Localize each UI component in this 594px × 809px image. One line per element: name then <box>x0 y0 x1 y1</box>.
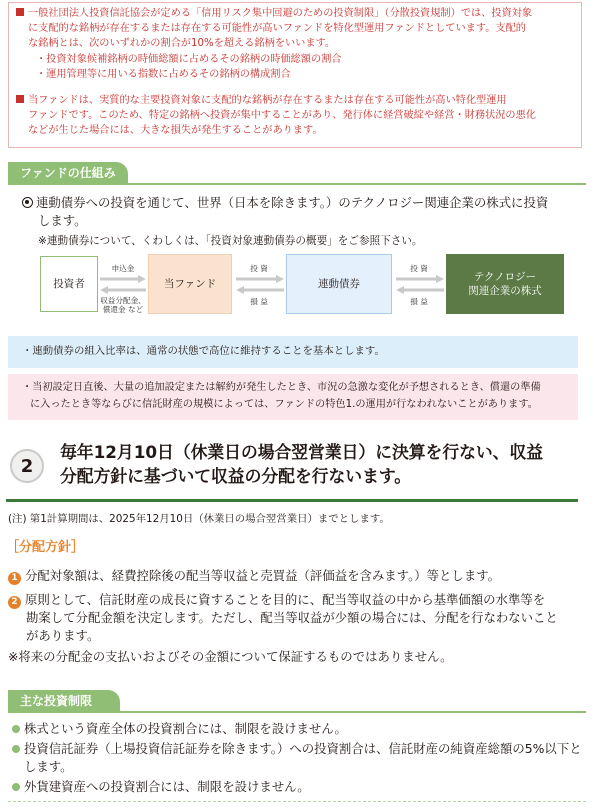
risk-sub-item: ・投資対象候補銘柄の時価総額に占めるその銘柄の時価総額の割合 <box>36 54 342 65</box>
red-square-bullet <box>16 8 24 16</box>
invest-arrow-2 <box>396 275 444 283</box>
gain-arrow-1 <box>236 286 284 294</box>
risk-sub-item: ・運用管理等に用いる指数に占めるその銘柄の構成割合 <box>36 69 291 81</box>
section-heading-underline <box>6 499 578 502</box>
gain-label-2: 損 益 <box>410 297 428 306</box>
investment-limits-tab: 主な投資制限 <box>8 690 120 712</box>
section-number-badge: 2 <box>10 449 44 483</box>
risk-sub-items <box>36 52 576 82</box>
bond-reference-note: ※連動債券について、くわしくは、「投資対象連動債券の概要」をご参照下さい。 <box>38 235 423 247</box>
invest-arrow-1 <box>236 275 284 283</box>
allocation-note: ・連動債券の組入比率は、通常の状態で高位に維持することを基本とします。 <box>8 336 578 368</box>
limit-item: 外貨建資産への投資割合には、制限を設けません。 <box>12 778 588 796</box>
investor-box: 投資者 <box>40 256 98 312</box>
fund-box: 当ファンド <box>148 254 232 314</box>
invest-label-1: 投 資 <box>250 264 268 273</box>
return-arrow <box>100 286 146 294</box>
section-heading: 毎年12月10日（休業日の場合翌営業日）に決算を行ない、収益 分配方針に基づいて収益の分配を行ないます。 <box>60 442 544 486</box>
gain-label-1: 損 益 <box>250 297 268 306</box>
green-dot-icon <box>12 745 20 753</box>
risk-paragraph-2: 当ファンドは、実質的な主要投資対象に支配的な銘柄が存在するまたは存在する可能性が高い特化型運用 ファンドです。このため、特定の銘柄へ投資が集中することがあり、発行体に経営破綻や経営・財務状況の悪化 などが生じた場合には、大きな損失が発生することがあります。 <box>16 93 582 139</box>
bottom-divider <box>8 801 586 803</box>
green-dot-icon <box>12 783 20 791</box>
fund-structure-description: 連動債券への投資を通じて、世界（日本を除きます。）のテクノロジー関連企業の株式に投資 します。 <box>22 194 582 230</box>
gain-arrow-2 <box>396 286 444 294</box>
fund-structure-divider <box>8 183 586 185</box>
limit-item: 株式という資産全体の投資割合には、制限を設けません。 <box>12 720 588 738</box>
fund-structure-tab: ファンドの仕組み <box>8 162 128 184</box>
policy-item-1: 1 分配対象額は、経費控除後の配当等収益と売買益（評価益を含みます。）等とします。 <box>8 567 588 585</box>
operation-exception-note: ・当初設定日直後、大量の追加設定または解約が発生したとき、市況の急激な変化が予想されるとき、償還の準備 に入ったとき等ならびに信託財産の規模によっては、ファンドの特色1.の運用が行なわれないことがあります。 <box>8 374 578 420</box>
red-square-bullet <box>16 95 24 103</box>
distribution-guarantee-note: ※将来の分配金の支払いおよびその金額について保証するものではありません。 <box>8 649 453 664</box>
invest-label-2: 投 資 <box>410 264 428 273</box>
policy-item-2: 2 原則として、信託財産の成長に資することを目的に、配当等収益の中から基準価額の水準等を 勘案して分配金額を決定します。ただし、配当等収益が少額の場合には、分配を行なわないこと があります。 <box>8 591 588 645</box>
double-circle-icon <box>22 197 33 208</box>
number-1-icon: 1 <box>8 572 21 585</box>
distribution-policy-title: ［分配方針］ <box>6 540 85 555</box>
first-period-note: (注) 第1計算期間は、2025年12月10日（休業日の場合翌営業日）までとします。 <box>8 513 390 525</box>
subscription-arrow <box>100 275 146 283</box>
tech-stocks-box: テクノロジー 関連企業の株式 <box>446 254 564 314</box>
number-2-icon: 2 <box>8 596 21 609</box>
linked-bond-box: 連動債券 <box>286 254 392 314</box>
subscription-label: 申込金 <box>111 264 135 273</box>
green-dot-icon <box>12 725 20 733</box>
return-label: 収益分配金、 償還金 など <box>100 296 146 314</box>
investment-limits-divider <box>8 711 586 713</box>
risk-paragraph-1: 一般社団法人投資信託協会が定める「信用リスク集中回避のための投資制限」（分散投資規制）では、投資対象 に支配的な銘柄が存在するまたは存在する可能性が高いファンドを特化型運用ファンドとしています。支配的 な銘柄とは、次のいずれかの割合が10%を超える銘柄をいいます。 <box>16 6 582 52</box>
limit-item: 投資信託証券（上場投資信託証券を除きます。）への投資割合は、信託財産の純資産総額の5%以下と します。 <box>12 740 588 776</box>
